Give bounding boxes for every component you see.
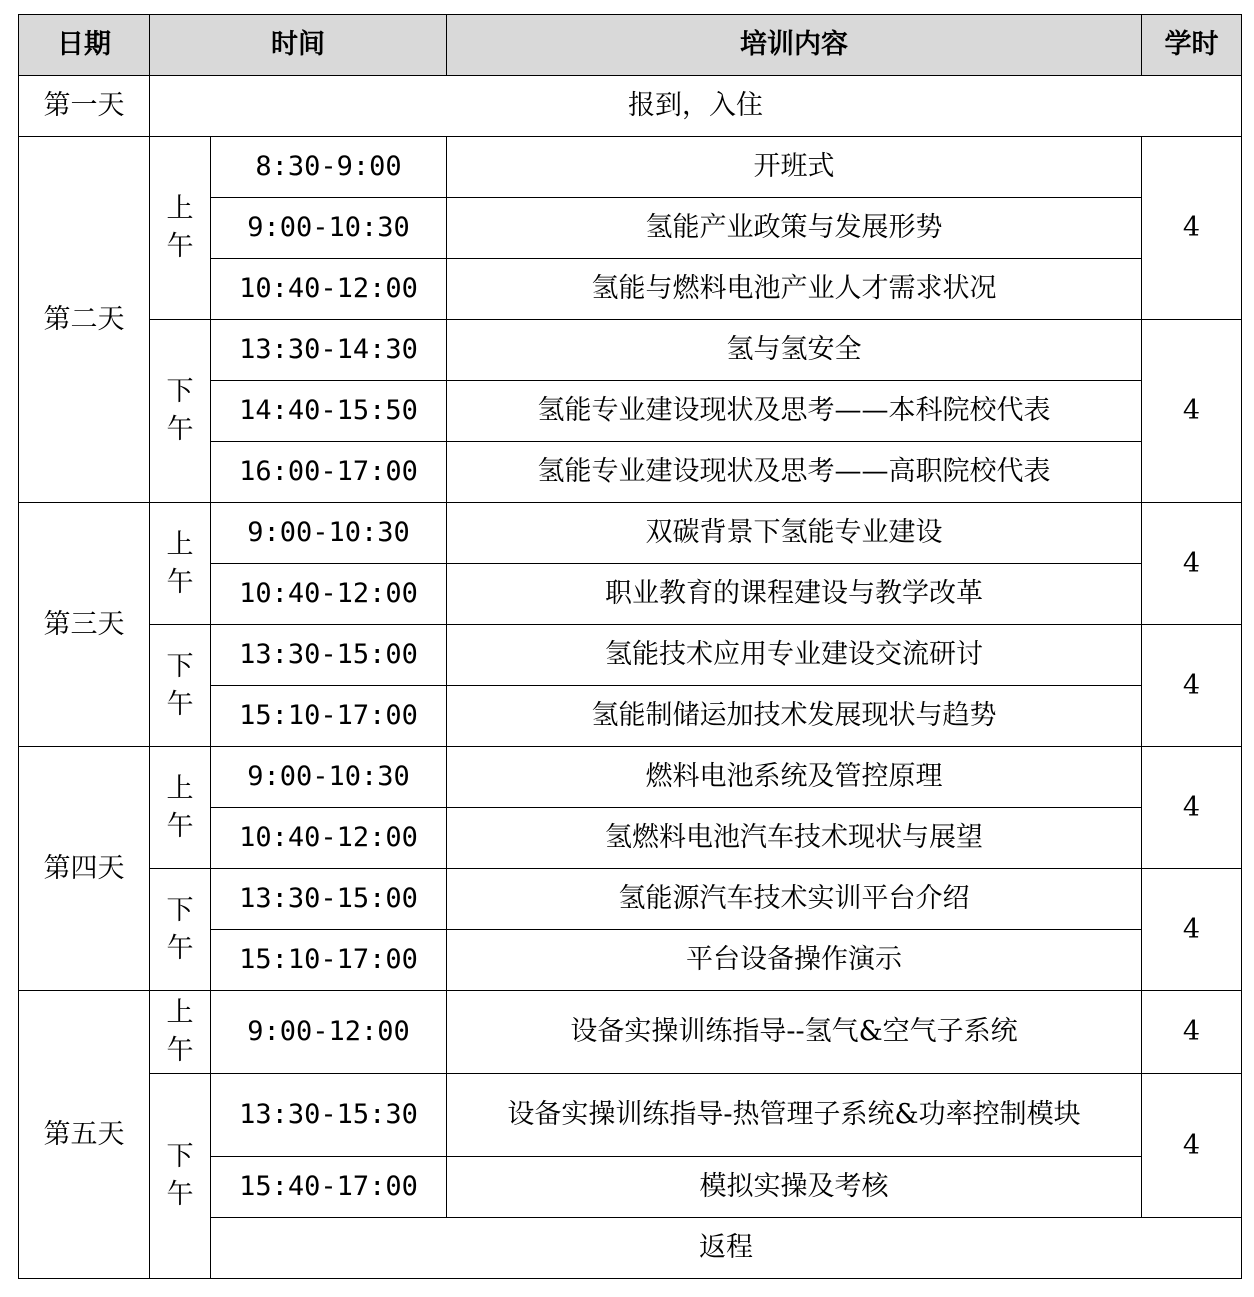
- hours-cell: 4: [1142, 1074, 1242, 1218]
- content-cell: 氢能与燃料电池产业人才需求状况: [447, 259, 1142, 320]
- day-label: 第三天: [19, 503, 150, 747]
- day-label: 第二天: [19, 137, 150, 503]
- period-label: [150, 1074, 211, 1279]
- content-cell: 设备实操训练指导-热管理子系统&功率控制模块: [447, 1074, 1142, 1157]
- time-cell: 9:00-12:00: [211, 991, 447, 1074]
- hours-cell: 4: [1142, 747, 1242, 869]
- time-cell: 9:00-10:30: [211, 503, 447, 564]
- day-label: 第五天: [19, 991, 150, 1279]
- hours-cell: 4: [1142, 991, 1242, 1074]
- table-row: [19, 137, 1242, 198]
- content-cell: 开班式: [447, 137, 1142, 198]
- return-cell: 返程: [211, 1218, 1242, 1279]
- time-cell: 9:00-10:30: [211, 747, 447, 808]
- day-label: 第一天: [19, 76, 150, 137]
- table-row: [19, 869, 1242, 930]
- table-row: [19, 747, 1242, 808]
- content-cell: 双碳背景下氢能专业建设: [447, 503, 1142, 564]
- time-cell: 13:30-14:30: [211, 320, 447, 381]
- time-cell: 13:30-15:00: [211, 625, 447, 686]
- hours-cell: 4: [1142, 869, 1242, 991]
- header-date: 日期: [19, 15, 150, 76]
- time-cell: 15:10-17:00: [211, 930, 447, 991]
- hours-cell: 4: [1142, 503, 1242, 625]
- content-cell: 氢与氢安全: [447, 320, 1142, 381]
- time-cell: 10:40-12:00: [211, 564, 447, 625]
- period-text: 下午: [166, 1141, 194, 1210]
- content-cell: 氢能专业建设现状及思考——高职院校代表: [447, 442, 1142, 503]
- time-cell: 8:30-9:00: [211, 137, 447, 198]
- period-text: 上午: [166, 997, 194, 1066]
- period-label: [150, 747, 211, 869]
- content-cell: 职业教育的课程建设与教学改革: [447, 564, 1142, 625]
- content-cell: 氢能制储运加技术发展现状与趋势: [447, 686, 1142, 747]
- time-cell: 16:00-17:00: [211, 442, 447, 503]
- table-row: [19, 320, 1242, 381]
- table-row: [19, 503, 1242, 564]
- period-text: 上午: [166, 528, 194, 598]
- training-schedule-table: [18, 14, 1242, 1279]
- time-cell: 10:40-12:00: [211, 259, 447, 320]
- time-cell: 13:30-15:00: [211, 869, 447, 930]
- time-cell: 9:00-10:30: [211, 198, 447, 259]
- table-row: [19, 1074, 1242, 1157]
- time-cell: 14:40-15:50: [211, 381, 447, 442]
- period-text: 上午: [166, 772, 194, 842]
- period-text: 下午: [166, 894, 194, 964]
- period-label: [150, 869, 211, 991]
- hours-cell: 4: [1142, 625, 1242, 747]
- header-time: 时间: [150, 15, 447, 76]
- table-row: [19, 991, 1242, 1074]
- content-cell: 模拟实操及考核: [447, 1157, 1142, 1218]
- time-cell: 10:40-12:00: [211, 808, 447, 869]
- day1-content: 报到，入住: [150, 76, 1242, 137]
- content-cell: 燃料电池系统及管控原理: [447, 747, 1142, 808]
- time-cell: 15:10-17:00: [211, 686, 447, 747]
- period-text: 下午: [166, 376, 194, 445]
- header-hours: 学时: [1142, 15, 1242, 76]
- period-label: [150, 503, 211, 625]
- content-cell: 氢能产业政策与发展形势: [447, 198, 1142, 259]
- hours-cell: 4: [1142, 320, 1242, 503]
- period-label: [150, 320, 211, 503]
- period-label: [150, 625, 211, 747]
- content-cell: 氢能源汽车技术实训平台介绍: [447, 869, 1142, 930]
- content-cell: 设备实操训练指导--氢气&空气子系统: [447, 991, 1142, 1074]
- hours-cell: 4: [1142, 137, 1242, 320]
- content-cell: 平台设备操作演示: [447, 930, 1142, 991]
- period-text: 上午: [166, 193, 194, 262]
- time-cell: 15:40-17:00: [211, 1157, 447, 1218]
- header-content: 培训内容: [447, 15, 1142, 76]
- content-cell: 氢燃料电池汽车技术现状与展望: [447, 808, 1142, 869]
- day-label: 第四天: [19, 747, 150, 991]
- time-cell: 13:30-15:30: [211, 1074, 447, 1157]
- table-row: [19, 625, 1242, 686]
- content-cell: 氢能技术应用专业建设交流研讨: [447, 625, 1142, 686]
- period-text: 下午: [166, 650, 194, 720]
- table-row: [19, 76, 1242, 137]
- period-label: [150, 991, 211, 1074]
- period-label: [150, 137, 211, 320]
- header-row: [19, 15, 1242, 76]
- content-cell: 氢能专业建设现状及思考——本科院校代表: [447, 381, 1142, 442]
